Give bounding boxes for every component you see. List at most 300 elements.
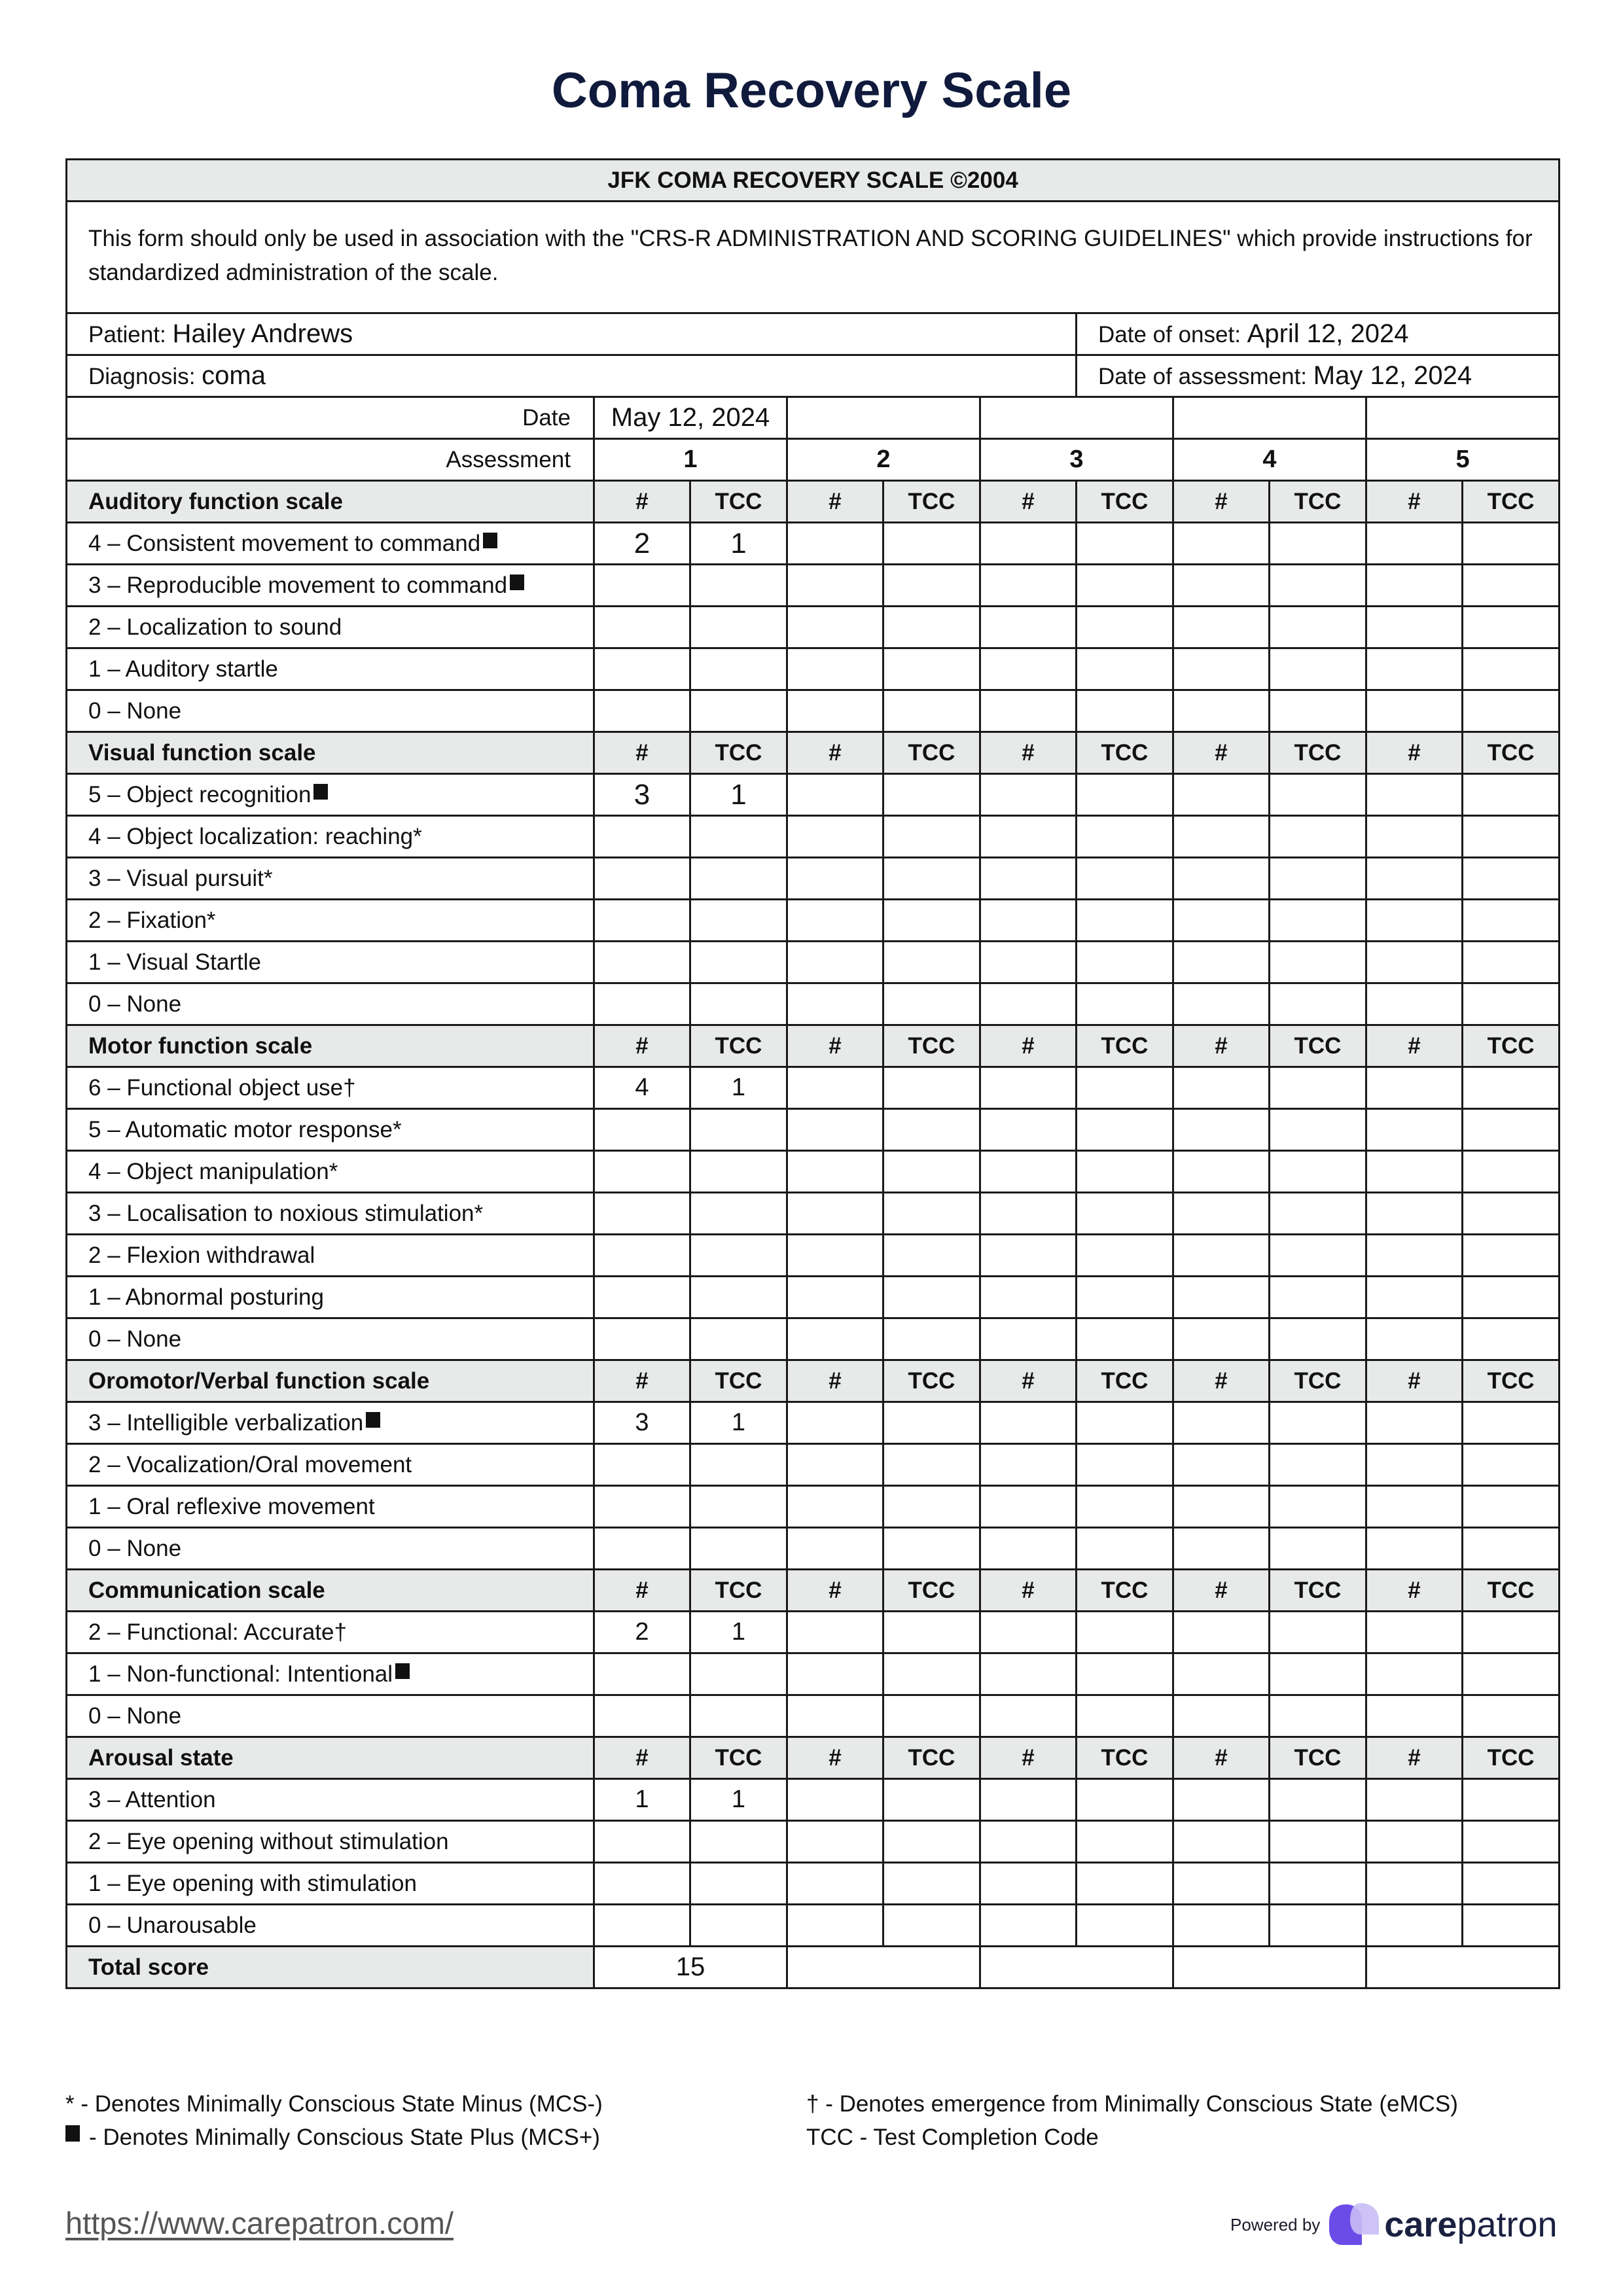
tcc-cell[interactable] (1463, 774, 1560, 816)
tcc-cell[interactable] (690, 1653, 787, 1695)
score-cell[interactable] (594, 1318, 690, 1360)
tcc-cell[interactable] (1463, 690, 1560, 732)
score-cell[interactable] (1366, 1863, 1463, 1905)
tcc-cell[interactable] (1463, 523, 1560, 565)
tcc-cell[interactable] (883, 900, 980, 942)
tcc-cell[interactable] (1463, 1235, 1560, 1277)
tcc-cell[interactable] (690, 1863, 787, 1905)
tcc-cell[interactable] (1077, 774, 1173, 816)
score-cell[interactable] (980, 607, 1077, 648)
tcc-cell[interactable] (1270, 1193, 1366, 1235)
score-cell[interactable] (787, 1193, 883, 1235)
score-cell[interactable] (1366, 1486, 1463, 1528)
score-cell[interactable] (594, 690, 690, 732)
tcc-cell[interactable] (1077, 942, 1173, 983)
score-cell[interactable] (980, 774, 1077, 816)
score-cell[interactable] (787, 858, 883, 900)
score-cell[interactable] (980, 1821, 1077, 1863)
tcc-cell[interactable] (690, 1277, 787, 1318)
tcc-cell[interactable] (1270, 1779, 1366, 1821)
tcc-cell[interactable] (1463, 1444, 1560, 1486)
score-cell[interactable] (980, 523, 1077, 565)
tcc-cell[interactable] (1077, 900, 1173, 942)
score-cell[interactable] (1366, 900, 1463, 942)
score-cell[interactable] (787, 774, 883, 816)
tcc-cell[interactable] (1463, 1821, 1560, 1863)
score-cell[interactable] (594, 1151, 690, 1193)
score-cell[interactable] (1173, 523, 1270, 565)
tcc-cell[interactable] (1270, 1067, 1366, 1109)
score-cell[interactable] (787, 1863, 883, 1905)
score-cell[interactable]: 1 (594, 1779, 690, 1821)
score-cell[interactable] (594, 1528, 690, 1570)
tcc-cell[interactable] (883, 565, 980, 607)
tcc-cell[interactable] (690, 858, 787, 900)
tcc-cell[interactable] (883, 1444, 980, 1486)
carepatron-link[interactable]: https://www.carepatron.com/ (65, 2206, 454, 2240)
tcc-cell[interactable] (1270, 774, 1366, 816)
assessment-date-cell[interactable] (1366, 397, 1560, 439)
score-cell[interactable] (594, 1277, 690, 1318)
tcc-cell[interactable] (1077, 1695, 1173, 1737)
score-cell[interactable]: 3 (594, 1402, 690, 1444)
tcc-cell[interactable] (883, 1151, 980, 1193)
score-cell[interactable]: 3 (594, 774, 690, 816)
score-cell[interactable] (1173, 1486, 1270, 1528)
score-cell[interactable] (1366, 1612, 1463, 1653)
tcc-cell[interactable] (883, 1528, 980, 1570)
score-cell[interactable] (1173, 1821, 1270, 1863)
score-cell[interactable] (1173, 565, 1270, 607)
score-cell[interactable] (1173, 690, 1270, 732)
tcc-cell[interactable] (883, 1612, 980, 1653)
score-cell[interactable] (1366, 1067, 1463, 1109)
assessment-date-field[interactable] (1077, 355, 1560, 397)
score-cell[interactable] (1173, 607, 1270, 648)
score-cell[interactable] (787, 1905, 883, 1947)
tcc-cell[interactable] (1270, 607, 1366, 648)
tcc-cell[interactable] (1077, 648, 1173, 690)
score-cell[interactable] (980, 1235, 1077, 1277)
tcc-cell[interactable] (690, 1151, 787, 1193)
score-cell[interactable] (1173, 1109, 1270, 1151)
tcc-cell[interactable] (883, 1821, 980, 1863)
tcc-cell[interactable] (1077, 1151, 1173, 1193)
tcc-cell[interactable] (1270, 648, 1366, 690)
score-cell[interactable] (594, 1193, 690, 1235)
tcc-cell[interactable] (1270, 1905, 1366, 1947)
score-cell[interactable] (1366, 565, 1463, 607)
total-score-cell[interactable] (1366, 1947, 1560, 1988)
tcc-cell[interactable] (1077, 1193, 1173, 1235)
tcc-cell[interactable] (1270, 1444, 1366, 1486)
tcc-cell[interactable] (1463, 1779, 1560, 1821)
tcc-cell[interactable] (690, 1821, 787, 1863)
tcc-cell[interactable] (690, 565, 787, 607)
score-cell[interactable] (980, 1277, 1077, 1318)
tcc-cell[interactable] (1077, 1402, 1173, 1444)
score-cell[interactable] (594, 1109, 690, 1151)
score-cell[interactable] (1173, 1193, 1270, 1235)
tcc-cell[interactable] (690, 816, 787, 858)
tcc-cell[interactable]: 1 (690, 1612, 787, 1653)
tcc-cell[interactable] (883, 1067, 980, 1109)
score-cell[interactable] (980, 816, 1077, 858)
score-cell[interactable] (787, 1653, 883, 1695)
tcc-cell[interactable] (1077, 1863, 1173, 1905)
assessment-date-cell[interactable]: May 12, 2024 (594, 397, 787, 439)
score-cell[interactable] (1173, 1653, 1270, 1695)
tcc-cell[interactable] (1463, 1653, 1560, 1695)
tcc-cell[interactable] (1270, 942, 1366, 983)
tcc-cell[interactable] (1463, 1402, 1560, 1444)
tcc-cell[interactable] (1077, 1235, 1173, 1277)
tcc-cell[interactable] (1463, 1277, 1560, 1318)
score-cell[interactable] (980, 858, 1077, 900)
total-score-cell[interactable]: 15 (594, 1947, 787, 1988)
score-cell[interactable] (1173, 983, 1270, 1025)
score-cell[interactable] (980, 1318, 1077, 1360)
score-cell[interactable] (594, 1905, 690, 1947)
score-cell[interactable] (787, 1067, 883, 1109)
score-cell[interactable] (980, 1444, 1077, 1486)
tcc-cell[interactable] (1077, 565, 1173, 607)
tcc-cell[interactable] (883, 1318, 980, 1360)
tcc-cell[interactable] (1270, 900, 1366, 942)
patient-field[interactable] (67, 313, 1077, 355)
assessment-date-cell[interactable] (787, 397, 980, 439)
score-cell[interactable] (787, 1486, 883, 1528)
tcc-cell[interactable] (1463, 1067, 1560, 1109)
tcc-cell[interactable] (1463, 1486, 1560, 1528)
tcc-cell[interactable] (883, 774, 980, 816)
tcc-cell[interactable] (1463, 648, 1560, 690)
score-cell[interactable] (980, 565, 1077, 607)
score-cell[interactable] (1366, 1653, 1463, 1695)
tcc-cell[interactable] (690, 1486, 787, 1528)
score-cell[interactable] (1173, 1235, 1270, 1277)
tcc-cell[interactable] (690, 1695, 787, 1737)
score-cell[interactable] (1366, 816, 1463, 858)
score-cell[interactable] (1366, 1905, 1463, 1947)
score-cell[interactable] (1366, 1528, 1463, 1570)
score-cell[interactable] (1366, 1277, 1463, 1318)
score-cell[interactable] (1366, 648, 1463, 690)
score-cell[interactable] (1366, 1151, 1463, 1193)
tcc-cell[interactable] (1270, 1612, 1366, 1653)
score-cell[interactable] (1366, 1444, 1463, 1486)
score-cell[interactable] (594, 942, 690, 983)
tcc-cell[interactable] (1077, 690, 1173, 732)
score-cell[interactable] (594, 1486, 690, 1528)
tcc-cell[interactable] (690, 1318, 787, 1360)
tcc-cell[interactable] (690, 1109, 787, 1151)
score-cell[interactable] (1173, 1444, 1270, 1486)
score-cell[interactable] (1173, 900, 1270, 942)
score-cell[interactable] (1366, 523, 1463, 565)
tcc-cell[interactable] (883, 1193, 980, 1235)
score-cell[interactable]: 4 (594, 1067, 690, 1109)
score-cell[interactable] (594, 607, 690, 648)
tcc-cell[interactable] (1077, 1444, 1173, 1486)
tcc-cell[interactable] (690, 900, 787, 942)
score-cell[interactable] (1366, 1821, 1463, 1863)
score-cell[interactable] (594, 983, 690, 1025)
tcc-cell[interactable] (1270, 1318, 1366, 1360)
tcc-cell[interactable] (1270, 565, 1366, 607)
score-cell[interactable] (1366, 607, 1463, 648)
score-cell[interactable] (1366, 858, 1463, 900)
tcc-cell[interactable] (883, 816, 980, 858)
score-cell[interactable] (1173, 1612, 1270, 1653)
tcc-cell[interactable] (1077, 983, 1173, 1025)
tcc-cell[interactable] (1077, 1821, 1173, 1863)
score-cell[interactable] (594, 900, 690, 942)
tcc-cell[interactable] (1270, 1151, 1366, 1193)
tcc-cell[interactable] (1077, 1067, 1173, 1109)
score-cell[interactable] (1366, 983, 1463, 1025)
score-cell[interactable] (980, 648, 1077, 690)
tcc-cell[interactable] (1270, 1402, 1366, 1444)
score-cell[interactable] (787, 942, 883, 983)
tcc-cell[interactable]: 1 (690, 1067, 787, 1109)
tcc-cell[interactable] (1270, 690, 1366, 732)
tcc-cell[interactable]: 1 (690, 1779, 787, 1821)
tcc-cell[interactable] (1463, 1612, 1560, 1653)
total-score-cell[interactable] (1173, 1947, 1366, 1988)
tcc-cell[interactable] (883, 1695, 980, 1737)
tcc-cell[interactable] (1463, 1528, 1560, 1570)
score-cell[interactable] (787, 1109, 883, 1151)
score-cell[interactable] (1366, 1318, 1463, 1360)
tcc-cell[interactable] (1077, 1528, 1173, 1570)
tcc-cell[interactable] (1463, 942, 1560, 983)
score-cell[interactable] (1173, 1318, 1270, 1360)
tcc-cell[interactable] (1077, 816, 1173, 858)
score-cell[interactable] (980, 1067, 1077, 1109)
score-cell[interactable] (1173, 648, 1270, 690)
tcc-cell[interactable] (1270, 1486, 1366, 1528)
tcc-cell[interactable] (1270, 1528, 1366, 1570)
tcc-cell[interactable] (883, 1235, 980, 1277)
tcc-cell[interactable] (1077, 1779, 1173, 1821)
tcc-cell[interactable] (883, 690, 980, 732)
score-cell[interactable]: 2 (594, 1612, 690, 1653)
tcc-cell[interactable] (1077, 858, 1173, 900)
tcc-cell[interactable] (1463, 816, 1560, 858)
score-cell[interactable] (1173, 1277, 1270, 1318)
tcc-cell[interactable] (1270, 1235, 1366, 1277)
tcc-cell[interactable] (883, 1863, 980, 1905)
tcc-cell[interactable] (883, 858, 980, 900)
score-cell[interactable] (787, 1528, 883, 1570)
score-cell[interactable] (594, 1235, 690, 1277)
diagnosis-field[interactable] (67, 355, 1077, 397)
tcc-cell[interactable] (883, 1779, 980, 1821)
tcc-cell[interactable] (1077, 1653, 1173, 1695)
score-cell[interactable] (1173, 1695, 1270, 1737)
score-cell[interactable] (787, 1277, 883, 1318)
tcc-cell[interactable] (883, 983, 980, 1025)
tcc-cell[interactable] (690, 1528, 787, 1570)
tcc-cell[interactable] (883, 648, 980, 690)
score-cell[interactable] (980, 1151, 1077, 1193)
tcc-cell[interactable] (1270, 1695, 1366, 1737)
score-cell[interactable] (787, 1821, 883, 1863)
tcc-cell[interactable]: 1 (690, 774, 787, 816)
total-score-cell[interactable] (787, 1947, 980, 1988)
score-cell[interactable] (1173, 1905, 1270, 1947)
score-cell[interactable] (980, 1863, 1077, 1905)
tcc-cell[interactable] (1270, 983, 1366, 1025)
score-cell[interactable] (980, 1109, 1077, 1151)
score-cell[interactable] (1173, 816, 1270, 858)
score-cell[interactable] (1366, 1779, 1463, 1821)
score-cell[interactable] (787, 607, 883, 648)
tcc-cell[interactable] (1077, 1612, 1173, 1653)
score-cell[interactable] (787, 1318, 883, 1360)
score-cell[interactable] (787, 1235, 883, 1277)
score-cell[interactable] (980, 1905, 1077, 1947)
tcc-cell[interactable] (1463, 858, 1560, 900)
tcc-cell[interactable] (883, 607, 980, 648)
score-cell[interactable] (1366, 774, 1463, 816)
score-cell[interactable] (1173, 774, 1270, 816)
score-cell[interactable] (787, 648, 883, 690)
score-cell[interactable] (980, 1402, 1077, 1444)
tcc-cell[interactable] (690, 942, 787, 983)
tcc-cell[interactable]: 1 (690, 1402, 787, 1444)
score-cell[interactable] (1173, 942, 1270, 983)
tcc-cell[interactable] (1270, 1109, 1366, 1151)
tcc-cell[interactable] (690, 1193, 787, 1235)
tcc-cell[interactable] (1270, 1653, 1366, 1695)
score-cell[interactable] (1366, 1695, 1463, 1737)
tcc-cell[interactable] (1463, 1109, 1560, 1151)
total-score-cell[interactable] (980, 1947, 1173, 1988)
score-cell[interactable] (1366, 1402, 1463, 1444)
score-cell[interactable] (787, 816, 883, 858)
score-cell[interactable] (1173, 1528, 1270, 1570)
score-cell[interactable] (594, 816, 690, 858)
score-cell[interactable]: 2 (594, 523, 690, 565)
tcc-cell[interactable] (1077, 523, 1173, 565)
score-cell[interactable] (787, 1151, 883, 1193)
score-cell[interactable] (980, 1779, 1077, 1821)
tcc-cell[interactable] (1077, 1109, 1173, 1151)
tcc-cell[interactable] (1463, 900, 1560, 942)
tcc-cell[interactable] (883, 1402, 980, 1444)
score-cell[interactable] (980, 1528, 1077, 1570)
score-cell[interactable] (787, 565, 883, 607)
score-cell[interactable] (787, 1402, 883, 1444)
tcc-cell[interactable] (883, 1277, 980, 1318)
score-cell[interactable] (594, 858, 690, 900)
tcc-cell[interactable] (1463, 1863, 1560, 1905)
score-cell[interactable] (594, 1821, 690, 1863)
tcc-cell[interactable] (883, 1905, 980, 1947)
onset-field[interactable] (1077, 313, 1560, 355)
tcc-cell[interactable] (1077, 607, 1173, 648)
powered-by-badge[interactable] (1230, 2195, 1558, 2254)
score-cell[interactable] (594, 1653, 690, 1695)
tcc-cell[interactable]: 1 (690, 523, 787, 565)
tcc-cell[interactable] (883, 1109, 980, 1151)
score-cell[interactable] (1366, 690, 1463, 732)
score-cell[interactable] (787, 1695, 883, 1737)
score-cell[interactable] (1173, 1779, 1270, 1821)
score-cell[interactable] (1173, 1402, 1270, 1444)
tcc-cell[interactable] (1077, 1486, 1173, 1528)
score-cell[interactable] (787, 690, 883, 732)
tcc-cell[interactable] (690, 1235, 787, 1277)
tcc-cell[interactable] (1463, 1193, 1560, 1235)
tcc-cell[interactable] (883, 523, 980, 565)
score-cell[interactable] (787, 1444, 883, 1486)
tcc-cell[interactable] (1270, 1821, 1366, 1863)
score-cell[interactable] (1366, 942, 1463, 983)
tcc-cell[interactable] (1463, 983, 1560, 1025)
tcc-cell[interactable] (690, 1905, 787, 1947)
tcc-cell[interactable] (1463, 1695, 1560, 1737)
tcc-cell[interactable] (690, 1444, 787, 1486)
score-cell[interactable] (594, 565, 690, 607)
tcc-cell[interactable] (1463, 1151, 1560, 1193)
score-cell[interactable] (980, 690, 1077, 732)
score-cell[interactable] (980, 1695, 1077, 1737)
score-cell[interactable] (980, 983, 1077, 1025)
score-cell[interactable] (980, 1653, 1077, 1695)
tcc-cell[interactable] (883, 1653, 980, 1695)
tcc-cell[interactable] (1270, 858, 1366, 900)
score-cell[interactable] (594, 1695, 690, 1737)
tcc-cell[interactable] (690, 690, 787, 732)
assessment-date-cell[interactable] (980, 397, 1173, 439)
tcc-cell[interactable] (1077, 1905, 1173, 1947)
score-cell[interactable] (787, 983, 883, 1025)
score-cell[interactable] (980, 900, 1077, 942)
score-cell[interactable] (980, 942, 1077, 983)
tcc-cell[interactable] (690, 607, 787, 648)
tcc-cell[interactable] (883, 942, 980, 983)
tcc-cell[interactable] (883, 1486, 980, 1528)
score-cell[interactable] (980, 1486, 1077, 1528)
score-cell[interactable] (1366, 1193, 1463, 1235)
tcc-cell[interactable] (1463, 565, 1560, 607)
score-cell[interactable] (594, 1444, 690, 1486)
score-cell[interactable] (1173, 1067, 1270, 1109)
score-cell[interactable] (1366, 1235, 1463, 1277)
score-cell[interactable] (594, 1863, 690, 1905)
tcc-cell[interactable] (1270, 1277, 1366, 1318)
tcc-cell[interactable] (1270, 816, 1366, 858)
tcc-cell[interactable] (1270, 523, 1366, 565)
score-cell[interactable] (594, 648, 690, 690)
tcc-cell[interactable] (1463, 1318, 1560, 1360)
score-cell[interactable] (787, 1612, 883, 1653)
score-cell[interactable] (787, 1779, 883, 1821)
tcc-cell[interactable] (1077, 1277, 1173, 1318)
score-cell[interactable] (1366, 1109, 1463, 1151)
score-cell[interactable] (787, 900, 883, 942)
score-cell[interactable] (1173, 1863, 1270, 1905)
tcc-cell[interactable] (1077, 1318, 1173, 1360)
assessment-date-cell[interactable] (1173, 397, 1366, 439)
tcc-cell[interactable] (690, 648, 787, 690)
tcc-cell[interactable] (1270, 1863, 1366, 1905)
tcc-cell[interactable] (1463, 1905, 1560, 1947)
score-cell[interactable] (980, 1612, 1077, 1653)
